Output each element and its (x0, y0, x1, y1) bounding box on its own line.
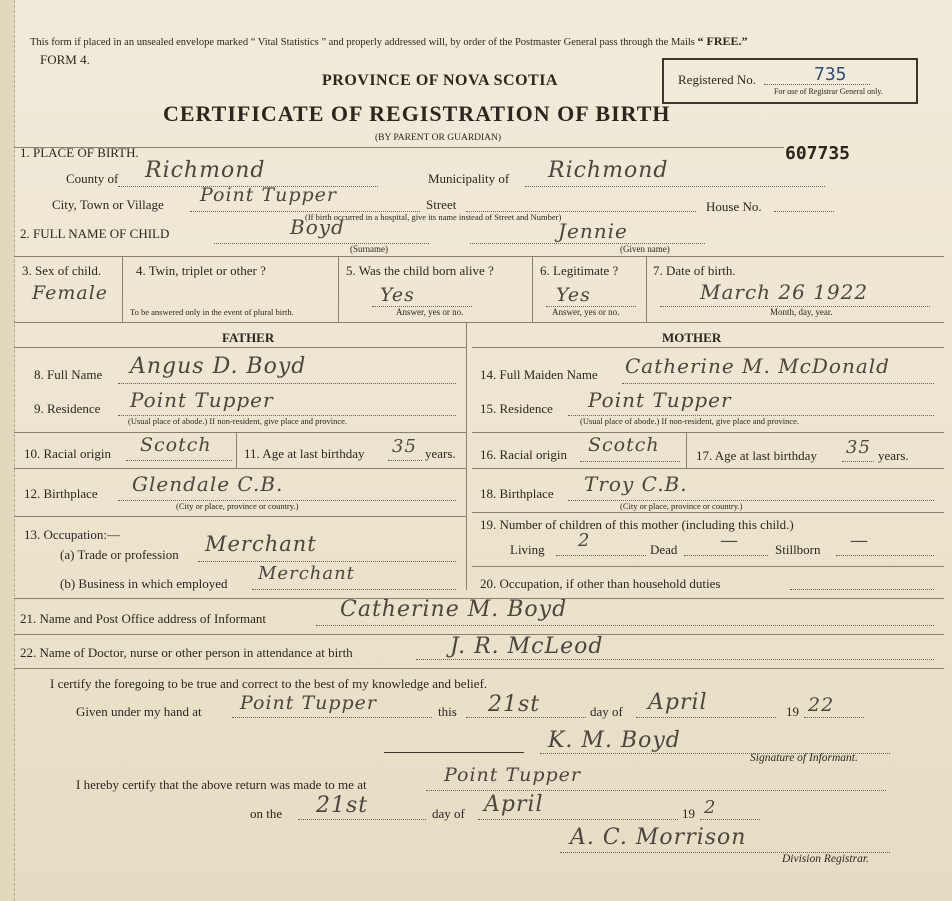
free-label: “ FREE.” (697, 34, 748, 48)
certify-return-line: I hereby certify that the above return was made to me at (76, 777, 367, 792)
father-residence-value: Point Tupper (130, 388, 274, 412)
informant-signature: K. M. Boyd (548, 728, 681, 753)
registered-label: Registered No. (678, 72, 756, 87)
given-year-value: 22 (808, 694, 835, 716)
mother-race-label: 16. Racial origin (480, 447, 568, 462)
trade-value: Merchant (205, 532, 317, 556)
mail-notice (30, 34, 748, 49)
mother-heading: MOTHER (662, 330, 722, 345)
mother-residence-value: Point Tupper (588, 388, 732, 412)
child-surname-value: Boyd (290, 215, 345, 239)
mother-residence-label: 15. Residence (480, 401, 553, 416)
business-value: Merchant (258, 563, 355, 584)
stillborn-value: — (850, 530, 869, 551)
municipality-value: Richmond (548, 158, 669, 183)
trade-label: (a) Trade or profession (60, 547, 179, 562)
house-no-label: House No. (706, 199, 762, 214)
father-residence-label: 9. Residence (34, 401, 101, 416)
signature-caption: Signature of Informant. (750, 752, 858, 764)
county-value: Richmond (145, 158, 266, 183)
mother-name-label: 14. Full Maiden Name (480, 367, 598, 382)
mother-occupation-label: 20. Occupation, if other than household duties (480, 576, 721, 591)
father-age-label: 11. Age at last birthday (244, 446, 365, 461)
year-prefix: 19 (786, 704, 799, 719)
legitimate-value: Yes (556, 284, 591, 306)
mail-notice-text: This form if placed in an unsealed envelope marked “ Vital Statistics ” and properly addressed will, by order of the Postmaster General pass through the Mails (30, 37, 695, 48)
made-place-value: Point Tupper (444, 764, 582, 786)
sex-value: Female (32, 282, 109, 304)
day-of-label-2: day of (432, 806, 465, 821)
informant-value: Catherine M. Boyd (340, 597, 568, 622)
doctor-value: J. R. McLeod (450, 634, 604, 659)
mother-name-value: Catherine M. McDonald (625, 354, 890, 378)
hospital-note: (If birth occurred in a hospital, give its name instead of Street and Number) (305, 212, 562, 222)
made-month-value: April (484, 792, 544, 817)
mother-residence-note: (Usual place of abode.) If non-resident, give place and province. (580, 416, 800, 426)
stillborn-label: Stillborn (775, 542, 821, 557)
date-of-birth-note: Month, day, year. (770, 307, 833, 317)
children-label: 19. Number of children of this mother (including this child.) (480, 517, 794, 532)
registrar-caption: Division Registrar. (782, 853, 869, 865)
twin-note: To be answered only in the event of plural birth. (130, 307, 294, 317)
mother-birthplace-note: (City or place, province or country.) (620, 501, 743, 511)
subtitle: (BY PARENT OR GUARDIAN) (375, 133, 502, 143)
given-place-value: Point Tupper (240, 692, 378, 714)
father-name-label: 8. Full Name (34, 367, 103, 382)
mother-years: years. (878, 448, 909, 463)
business-label: (b) Business in which employed (60, 576, 228, 591)
registered-number-box (662, 58, 918, 104)
certify-line: I certify the foregoing to be true and correct to the best of my knowledge and belief. (50, 676, 488, 691)
page-title: CERTIFICATE OF REGISTRATION OF BIRTH (163, 101, 671, 126)
father-name-value: Angus D. Boyd (130, 354, 307, 379)
living-label: Living (510, 542, 545, 557)
made-year-value: 2 (704, 797, 717, 818)
province-heading: PROVINCE OF NOVA SCOTIA (322, 72, 558, 89)
mother-race-value: Scotch (588, 434, 660, 456)
on-the-label: on the (250, 806, 283, 821)
date-of-birth-label: 7. Date of birth. (653, 263, 736, 278)
place-of-birth-label: 1. PLACE OF BIRTH. (20, 145, 139, 160)
city-value: Point Tupper (200, 184, 338, 206)
mother-birthplace-label: 18. Birthplace (480, 486, 554, 501)
this-label: this (438, 704, 457, 719)
born-alive-value: Yes (380, 284, 415, 306)
father-years: years. (425, 446, 456, 461)
father-birthplace-label: 12. Birthplace (24, 486, 98, 501)
given-caption: (Given name) (620, 244, 670, 254)
father-race-label: 10. Racial origin (24, 446, 112, 461)
father-residence-note: (Usual place of abode.) If non-resident, give place and province. (128, 416, 348, 426)
father-age-value: 35 (392, 436, 417, 457)
dead-label: Dead (650, 542, 678, 557)
given-month-value: April (648, 690, 708, 715)
given-day-value: 21st (488, 692, 541, 717)
registered-value: 735 (814, 64, 847, 85)
city-label: City, Town or Village (52, 197, 164, 212)
twin-label: 4. Twin, triplet or other ? (136, 263, 266, 278)
date-of-birth-value: March 26 1922 (700, 280, 869, 304)
street-label: Street (426, 197, 457, 212)
born-alive-label: 5. Was the child born alive ? (346, 263, 494, 278)
living-value: 2 (578, 530, 591, 551)
father-occupation-label: 13. Occupation:— (24, 527, 121, 542)
day-of-label: day of (590, 704, 623, 719)
registrar-signature: A. C. Morrison (570, 825, 747, 850)
surname-caption: (Surname) (350, 244, 388, 254)
mother-age-label: 17. Age at last birthday (696, 448, 817, 463)
father-heading: FATHER (222, 330, 275, 345)
made-day-value: 21st (316, 793, 369, 818)
father-race-value: Scotch (140, 434, 212, 456)
mother-age-value: 35 (846, 437, 871, 458)
mother-birthplace-value: Troy C.B. (584, 472, 688, 496)
doctor-label: 22. Name of Doctor, nurse or other person in attendance at birth (20, 645, 353, 660)
year-prefix-2: 19 (682, 806, 695, 821)
form-number: FORM 4. (40, 52, 90, 67)
registered-note: For use of Registrar General only. (774, 87, 883, 96)
father-birthplace-value: Glendale C.B. (132, 472, 284, 496)
legitimate-note: Answer, yes or no. (552, 307, 620, 317)
legitimate-label: 6. Legitimate ? (540, 263, 619, 278)
perforated-edge (0, 0, 15, 901)
serial-number: 607735 (785, 143, 851, 164)
municipality-label: Municipality of (428, 171, 510, 186)
informant-label: 21. Name and Post Office address of Informant (20, 611, 266, 626)
given-label: Given under my hand at (76, 704, 202, 719)
born-alive-note: Answer, yes or no. (396, 307, 464, 317)
county-label: County of (66, 171, 119, 186)
dead-value: — (720, 530, 739, 551)
child-name-label: 2. FULL NAME OF CHILD (20, 226, 170, 241)
sex-label: 3. Sex of child. (22, 263, 102, 278)
father-birthplace-note: (City or place, province or country.) (176, 501, 299, 511)
child-given-value: Jennie (558, 219, 628, 243)
